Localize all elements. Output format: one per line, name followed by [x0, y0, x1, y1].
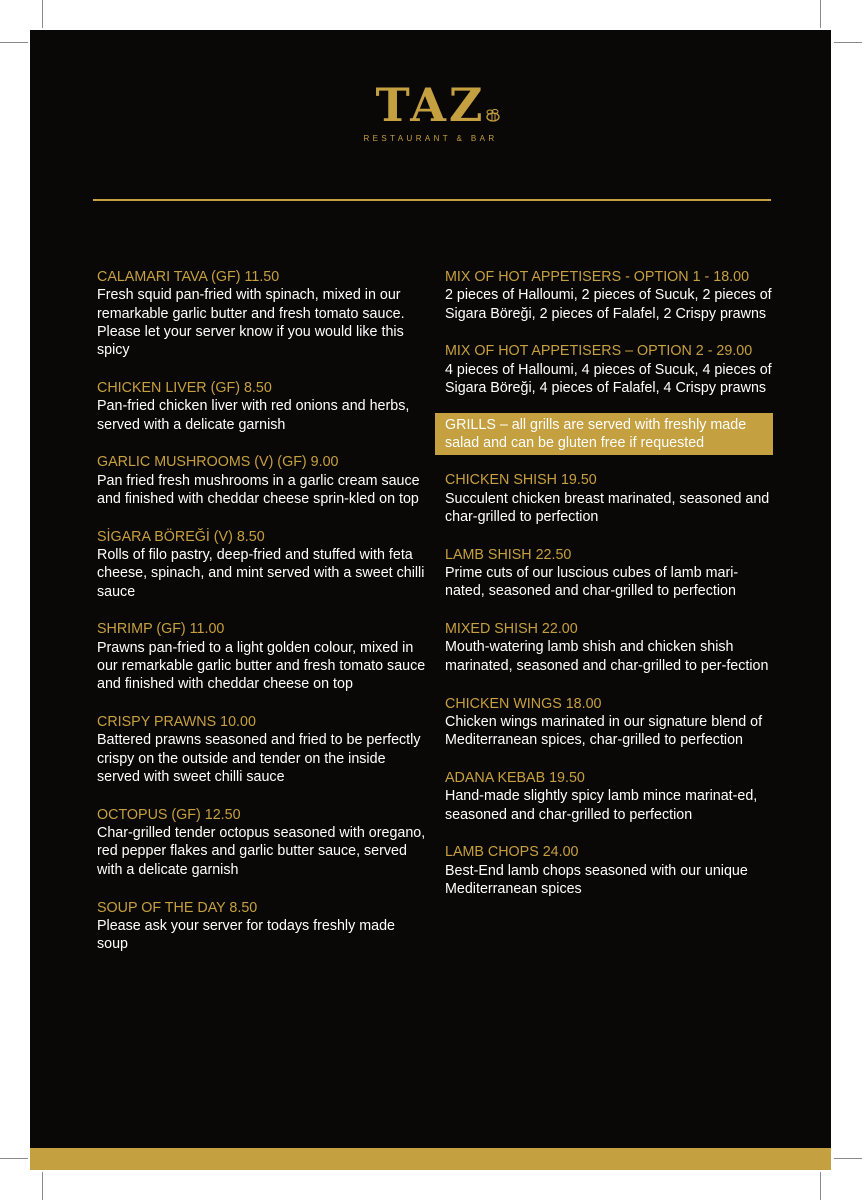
bee-icon [483, 108, 501, 122]
left-menu-column [97, 268, 427, 973]
menu-item-description: Succulent chicken breast marinated, seasoned and char-grilled to perfection [445, 490, 770, 525]
crop-mark [820, 0, 821, 28]
menu-item [445, 620, 775, 675]
menu-item [97, 379, 427, 434]
menu-item-description: Chicken wings marinated in our signature blend of Mediterranean spices, char-grilled to perfection [445, 713, 763, 749]
menu-item [97, 899, 427, 954]
menu-item-title: MIX OF HOT APPETISERS - OPTION 1 - 18.00 [445, 269, 750, 285]
header-divider [93, 199, 771, 201]
menu-item-description: Mouth-watering lamb shish and chicken shish marinated, seasoned and char-grilled to per-fection [445, 639, 769, 674]
menu-item-title: LAMB SHISH 22.50 [445, 546, 572, 563]
logo [30, 78, 831, 143]
menu-item-title: ADANA KEBAB 19.50 [445, 769, 585, 786]
menu-item-description: Pan fried fresh mushrooms in a garlic cream sauce and finished with cheddar cheese sprin-kled on top [97, 472, 420, 507]
menu-item-title: SİGARA BÖREĞİ (V) 8.50 [97, 528, 265, 545]
right-menu-column [445, 268, 775, 918]
menu-item-description: Please ask your server for todays freshly made soup [97, 917, 395, 953]
brand-name: TAZ [375, 78, 486, 132]
crop-mark [834, 42, 862, 43]
menu-item [445, 546, 775, 601]
logo-wordmark [375, 78, 486, 132]
grills-section-banner: GRILLS – all grills are served with freshly made salad and can be gluten free if requested [435, 413, 773, 456]
menu-item-description: Prime cuts of our luscious cubes of lamb mari-nated, seasoned and char-grilled to perfection [445, 565, 739, 600]
menu-item-description: Rolls of filo pastry, deep-fried and stuffed with feta cheese, spinach, and mint served with a sweet chilli sauce [97, 547, 425, 600]
menu-item-description: Char-grilled tender octopus seasoned with oregano, red pepper flakes and garlic butter sauce, served with a delicate garnish [97, 825, 426, 878]
menu-item-title: OCTOPUS (GF) 12.50 [97, 806, 241, 823]
menu-item [97, 453, 427, 508]
menu-item [445, 769, 775, 824]
brand-tagline: RESTAURANT & BAR [363, 134, 498, 143]
crop-mark [0, 1158, 28, 1159]
menu-item [97, 620, 427, 693]
menu-item [445, 471, 775, 526]
menu-item-title: CHICKEN WINGS 18.00 [445, 695, 602, 712]
crop-mark [42, 1172, 43, 1200]
menu-item [445, 342, 775, 397]
menu-item [97, 268, 427, 359]
menu-page [30, 30, 831, 1170]
menu-item [445, 268, 775, 323]
menu-item-description: Fresh squid pan-fried with spinach, mixed in our remarkable garlic butter and fresh tomato sauce. Please let your server know if you would like this spicy [97, 287, 405, 359]
menu-item-description: 2 pieces of Halloumi, 2 pieces of Sucuk, 2 pieces of Sigara Böreği, 2 pieces of Falafel, 2 Crispy prawns [445, 287, 772, 322]
crop-mark [834, 1158, 862, 1159]
crop-mark [42, 0, 43, 28]
menu-item [445, 695, 775, 750]
menu-item [97, 713, 427, 786]
menu-item [445, 843, 775, 898]
menu-item [97, 528, 427, 601]
menu-item-title: MIXED SHISH 22.00 [445, 621, 578, 638]
menu-item-description: Battered prawns seasoned and fried to be perfectly crispy on the outside and tender on the inside served with sweet chilli sauce [97, 732, 421, 786]
menu-item-title: MIX OF HOT APPETISERS – OPTION 2 - 29.00 [445, 343, 753, 360]
menu-item-description: Prawns pan-fried to a light golden colour, mixed in our remarkable garlic butter and fresh tomato sauce and finished with cheddar cheese on top [97, 639, 426, 693]
menu-item-description: Best-End lamb chops seasoned with our unique Mediterranean spices [445, 862, 748, 897]
menu-item-title: CHICKEN SHISH 19.50 [445, 472, 597, 489]
menu-item-title: GARLIC MUSHROOMS (V) (GF) 9.00 [97, 454, 339, 471]
menu-item-title: CRISPY PRAWNS 10.00 [97, 714, 256, 731]
crop-mark [820, 1172, 821, 1200]
menu-item-title: LAMB CHOPS 24.00 [445, 844, 579, 861]
menu-item-title: CHICKEN LIVER (GF) 8.50 [97, 379, 272, 396]
menu-item-title: SHRIMP (GF) 11.00 [97, 621, 225, 638]
menu-item-description: Hand-made slightly spicy lamb mince marinat-ed, seasoned and char-grilled to perfection [445, 788, 758, 823]
menu-item-description: Pan-fried chicken liver with red onions and herbs, served with a delicate garnish [97, 398, 410, 433]
footer-gold-band [30, 1148, 831, 1170]
menu-item-description: 4 pieces of Halloumi, 4 pieces of Sucuk, 4 pieces of Sigara Böreği, 4 pieces of Falafel, 4 Crispy prawns [445, 361, 772, 396]
menu-item-title: CALAMARI TAVA (GF) 11.50 [97, 269, 280, 285]
crop-mark [0, 42, 28, 43]
menu-item [97, 806, 427, 879]
menu-item-title: SOUP OF THE DAY 8.50 [97, 899, 258, 916]
